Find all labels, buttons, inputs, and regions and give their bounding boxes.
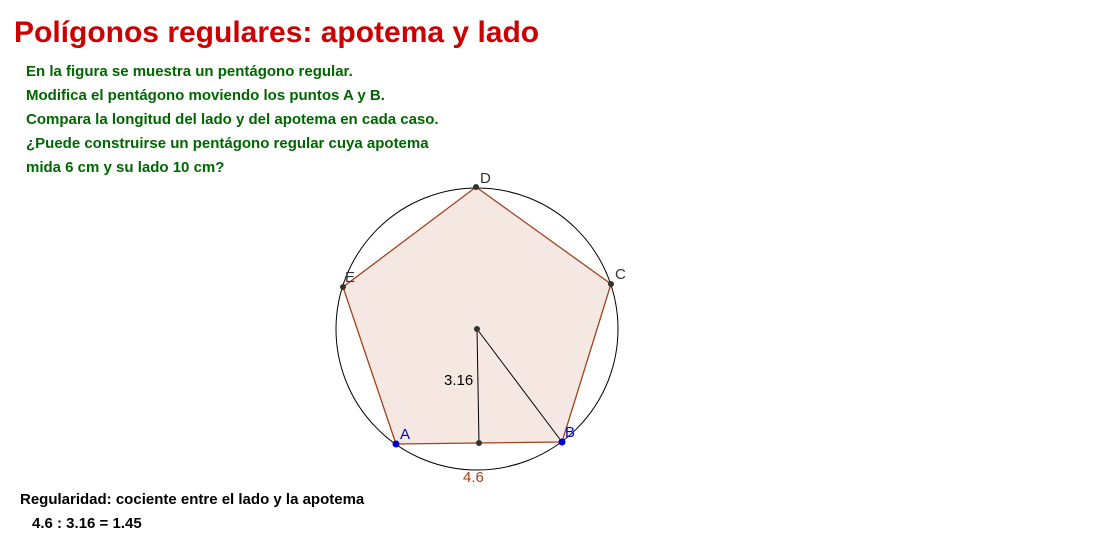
point-a[interactable] (393, 441, 400, 448)
regularity-label: Regularidad: cociente entre el lado y la apotema (20, 491, 365, 508)
instruction-line: ¿Puede construirse un pentágono regular cuya apotema (26, 135, 429, 152)
instruction-line: Compara la longitud del lado y del apotema en cada caso. (26, 111, 439, 128)
label-d: D (480, 170, 491, 187)
point-d (473, 184, 479, 190)
side-length-label: 4.6 (463, 469, 484, 486)
label-e: E (345, 269, 356, 286)
label-c: C (615, 266, 626, 283)
side-midpoint (476, 440, 482, 446)
instruction-line: mida 6 cm y su lado 10 cm? (26, 159, 225, 176)
label-a: A (400, 426, 411, 443)
instruction-line: En la figura se muestra un pentágono regular. (26, 63, 353, 80)
page-title: Polígonos regulares: apotema y lado (14, 16, 540, 49)
label-b: B (565, 424, 576, 441)
point-c (608, 281, 614, 287)
center-point (474, 326, 480, 332)
instruction-line: Modifica el pentágono moviendo los puntos A y B. (26, 87, 385, 104)
regularity-ratio: 4.6 : 3.16 = 1.45 (32, 515, 142, 532)
apothem-length-label: 3.16 (444, 372, 474, 389)
regular-pentagon[interactable] (343, 187, 611, 444)
